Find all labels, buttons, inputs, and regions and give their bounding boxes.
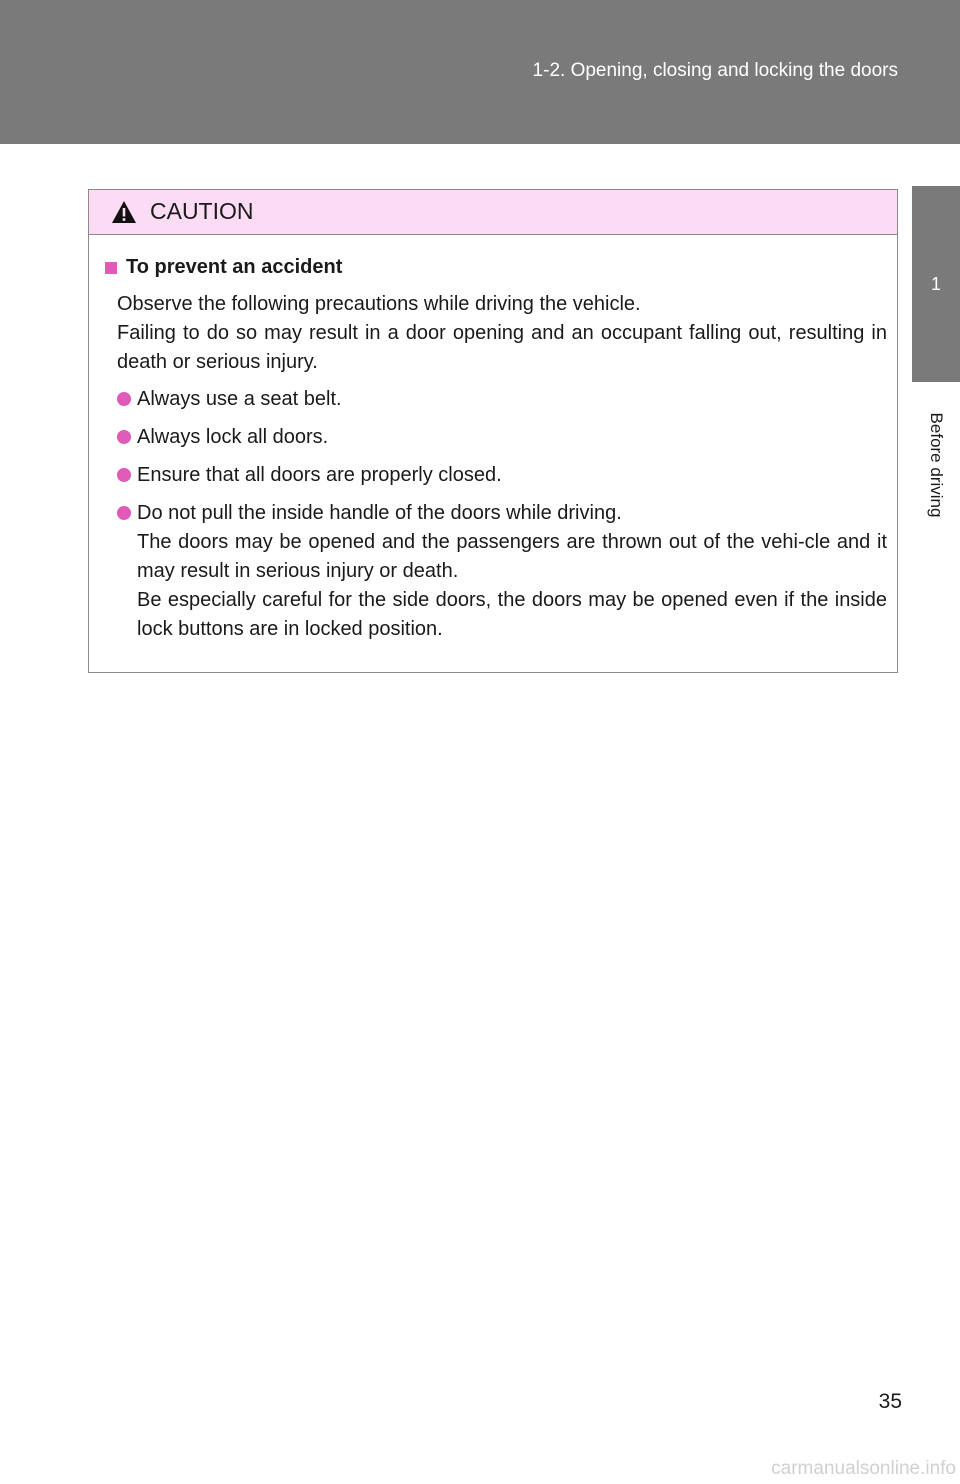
bullet-text: Be especially careful for the side doors, the doors may be opened even if the inside lock buttons are in locked position. bbox=[137, 589, 887, 640]
bullet-item bbox=[117, 461, 887, 490]
subheading-text: To prevent an accident bbox=[126, 256, 343, 278]
header-bar bbox=[0, 0, 960, 144]
bullet-item bbox=[117, 423, 887, 452]
dot-bullet-icon bbox=[117, 506, 131, 520]
intro-paragraph bbox=[103, 290, 887, 377]
chapter-label-container bbox=[912, 395, 960, 535]
dot-bullet-icon bbox=[117, 430, 131, 444]
page-number: 35 bbox=[878, 1390, 902, 1413]
section-title: 1-2. Opening, closing and locking the doors bbox=[532, 60, 898, 81]
bullet-item bbox=[117, 385, 887, 414]
chapter-tab bbox=[912, 186, 960, 382]
bullet-item bbox=[117, 499, 887, 644]
intro-line: Observe the following precautions while driving the vehicle. bbox=[117, 293, 641, 315]
caution-box bbox=[88, 189, 898, 673]
square-bullet-icon bbox=[105, 262, 117, 274]
dot-bullet-icon bbox=[117, 392, 131, 406]
bullet-text: The doors may be opened and the passengers are thrown out of the vehi-cle and it may result in serious injury or death. bbox=[137, 531, 887, 582]
bullet-text: Always use a seat belt. bbox=[137, 388, 342, 410]
caution-title: CAUTION bbox=[150, 198, 254, 224]
warning-triangle-icon bbox=[111, 200, 137, 224]
chapter-label: Before driving bbox=[927, 412, 946, 518]
caution-header bbox=[89, 190, 897, 235]
bullet-text: Always lock all doors. bbox=[137, 426, 329, 448]
intro-line: Failing to do so may result in a door opening and an occupant falling out, resulting in death or serious injury. bbox=[117, 322, 887, 373]
caution-subheading bbox=[103, 253, 887, 282]
bullet-list bbox=[103, 385, 887, 644]
bullet-text: Do not pull the inside handle of the doors while driving. bbox=[137, 502, 622, 524]
bullet-text: Ensure that all doors are properly closed. bbox=[137, 464, 502, 486]
chapter-number: 1 bbox=[930, 274, 941, 294]
caution-body bbox=[89, 235, 897, 644]
dot-bullet-icon bbox=[117, 468, 131, 482]
watermark: carmanualsonline.info bbox=[771, 1458, 956, 1479]
